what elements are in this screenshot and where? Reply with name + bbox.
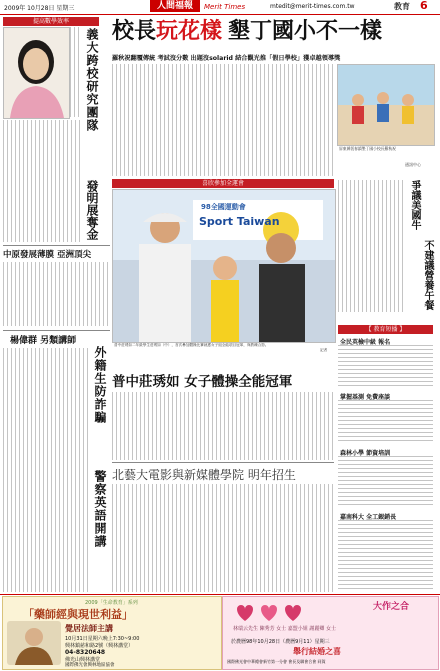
brief-4-text — [338, 520, 433, 592]
left-article-2 — [3, 262, 110, 326]
banner-text-en: Sport Taiwan — [199, 215, 280, 228]
left-text-strip — [70, 27, 82, 117]
left-article-text — [3, 120, 82, 242]
lecture-phone: 04-8320648 — [65, 649, 106, 656]
section-name: 教育 — [394, 2, 410, 11]
lecture-place: 興林鎮慈和路2號（興林講堂） — [65, 643, 134, 649]
article-2-text — [112, 392, 334, 460]
education-brief-bar: 【 教育短播 】 — [338, 325, 433, 334]
brief-2-title: 掌握基測 免費座談 — [340, 394, 391, 401]
lecture-org-2: 國際佛光會興林地區協會 — [65, 663, 115, 668]
main-article-text — [112, 64, 334, 176]
feature-title-1: 義大跨校研究團隊 — [85, 28, 99, 132]
athlete-photo-icon — [113, 190, 335, 342]
portrait-photo — [3, 27, 70, 119]
banner-text: 98全國運動會 — [201, 203, 246, 211]
brief-3-title: 森林小學 節資培訓 — [340, 450, 391, 457]
page-number: 6 — [420, 0, 428, 12]
issue-date: 2009年 10月28日 星期三 — [4, 5, 75, 12]
monk-photo — [7, 621, 61, 665]
lecture-org: 佛光山興林講堂 — [65, 657, 101, 663]
right-article-text — [338, 180, 406, 312]
brief-4-title: 嘉南科大 全工銀銷長 — [340, 514, 397, 521]
sports-photo-credit: 記者 — [320, 348, 328, 352]
left-label: 提高數學效率 — [3, 17, 99, 26]
bottom-title-2: 警察英語開講 — [93, 470, 107, 548]
school-photo — [337, 64, 435, 146]
feature-title-2: 發明展奪金 — [85, 180, 99, 240]
sports-photo — [112, 189, 336, 343]
school-photo-caption: 屏東縣恆春鎮墾丁國小校長羅秋祝 — [339, 146, 396, 151]
brief-1-text — [338, 345, 433, 387]
monk-portrait-icon — [7, 621, 61, 665]
wedding-names: 林瑞云先生 陳秀芳 女士 嘉盟小姐 謝麗卿 女士 — [233, 626, 336, 632]
wedding-ad — [222, 596, 439, 670]
lecture-title: 「藥師經與現世利益」 — [23, 608, 133, 621]
right-title-2: 不建議營養午餐 — [422, 240, 433, 310]
photo-credit: 通訊中心 — [405, 162, 421, 167]
brief-2-text — [338, 400, 433, 442]
main-headline: 校長玩花樣 墾丁國小不一樣 — [112, 18, 383, 44]
center-label: 喜欣參加全運會 — [112, 179, 334, 188]
left-article-3 — [3, 348, 89, 592]
children-photo-icon — [338, 65, 434, 145]
email: mtedit@merit-times.com.tw — [270, 3, 355, 10]
paper-logo-en: Merit Times — [204, 3, 246, 11]
wedding-title: 大作之合 — [373, 602, 410, 612]
headline-3: 北藝大電影與新媒體學院 明年招生 — [112, 468, 296, 482]
byline-title: 楊偉群 另類講師 — [10, 336, 77, 346]
lecture-series: 2009「生命教育」系列 — [85, 600, 138, 606]
lecture-ad — [2, 596, 222, 670]
article-3-text — [112, 484, 334, 592]
headline-2: 普中莊琇如 女子體操全能冠軍 — [112, 374, 293, 390]
sports-photo-caption: 普中莊琇如二年級學生莊琇如（中），首次參加體操比賽就獲女子組全能項目冠軍，與教練合影。 — [114, 343, 269, 347]
wedding-date: 於農曆98年10月28日（農曆9月11）星期三 — [231, 639, 330, 645]
bottom-title-1: 外籍生防詐騙 — [93, 346, 107, 424]
wedding-footer: 國際佛光會中華總會新竹第一分會 會長及聯會合會 同賀 — [227, 659, 326, 664]
right-title-1: 爭議美國牛 — [409, 180, 420, 230]
woman-portrait-icon — [4, 28, 69, 118]
brief-1-title: 全民英檢中級 報名 — [340, 339, 391, 346]
lecture-speaker: 覺居法師主講 — [65, 624, 113, 633]
wedding-event: 舉行結婚之喜 — [293, 647, 341, 656]
middle-headline: 中原發展薄膜 亞洲頂尖 — [3, 250, 91, 260]
lecture-time: 10月31日星期六晚上7:30~9:00 — [65, 636, 140, 642]
hearts-icon — [227, 601, 307, 623]
brief-3-text — [338, 456, 433, 506]
paper-logo: 人間福報 — [150, 0, 200, 12]
subheadline: 羅秋祝翻覆傳統 考試沒分數 出題沒solarid 結合觀光推「假日學校」獲卓越領導獎 — [112, 55, 341, 62]
